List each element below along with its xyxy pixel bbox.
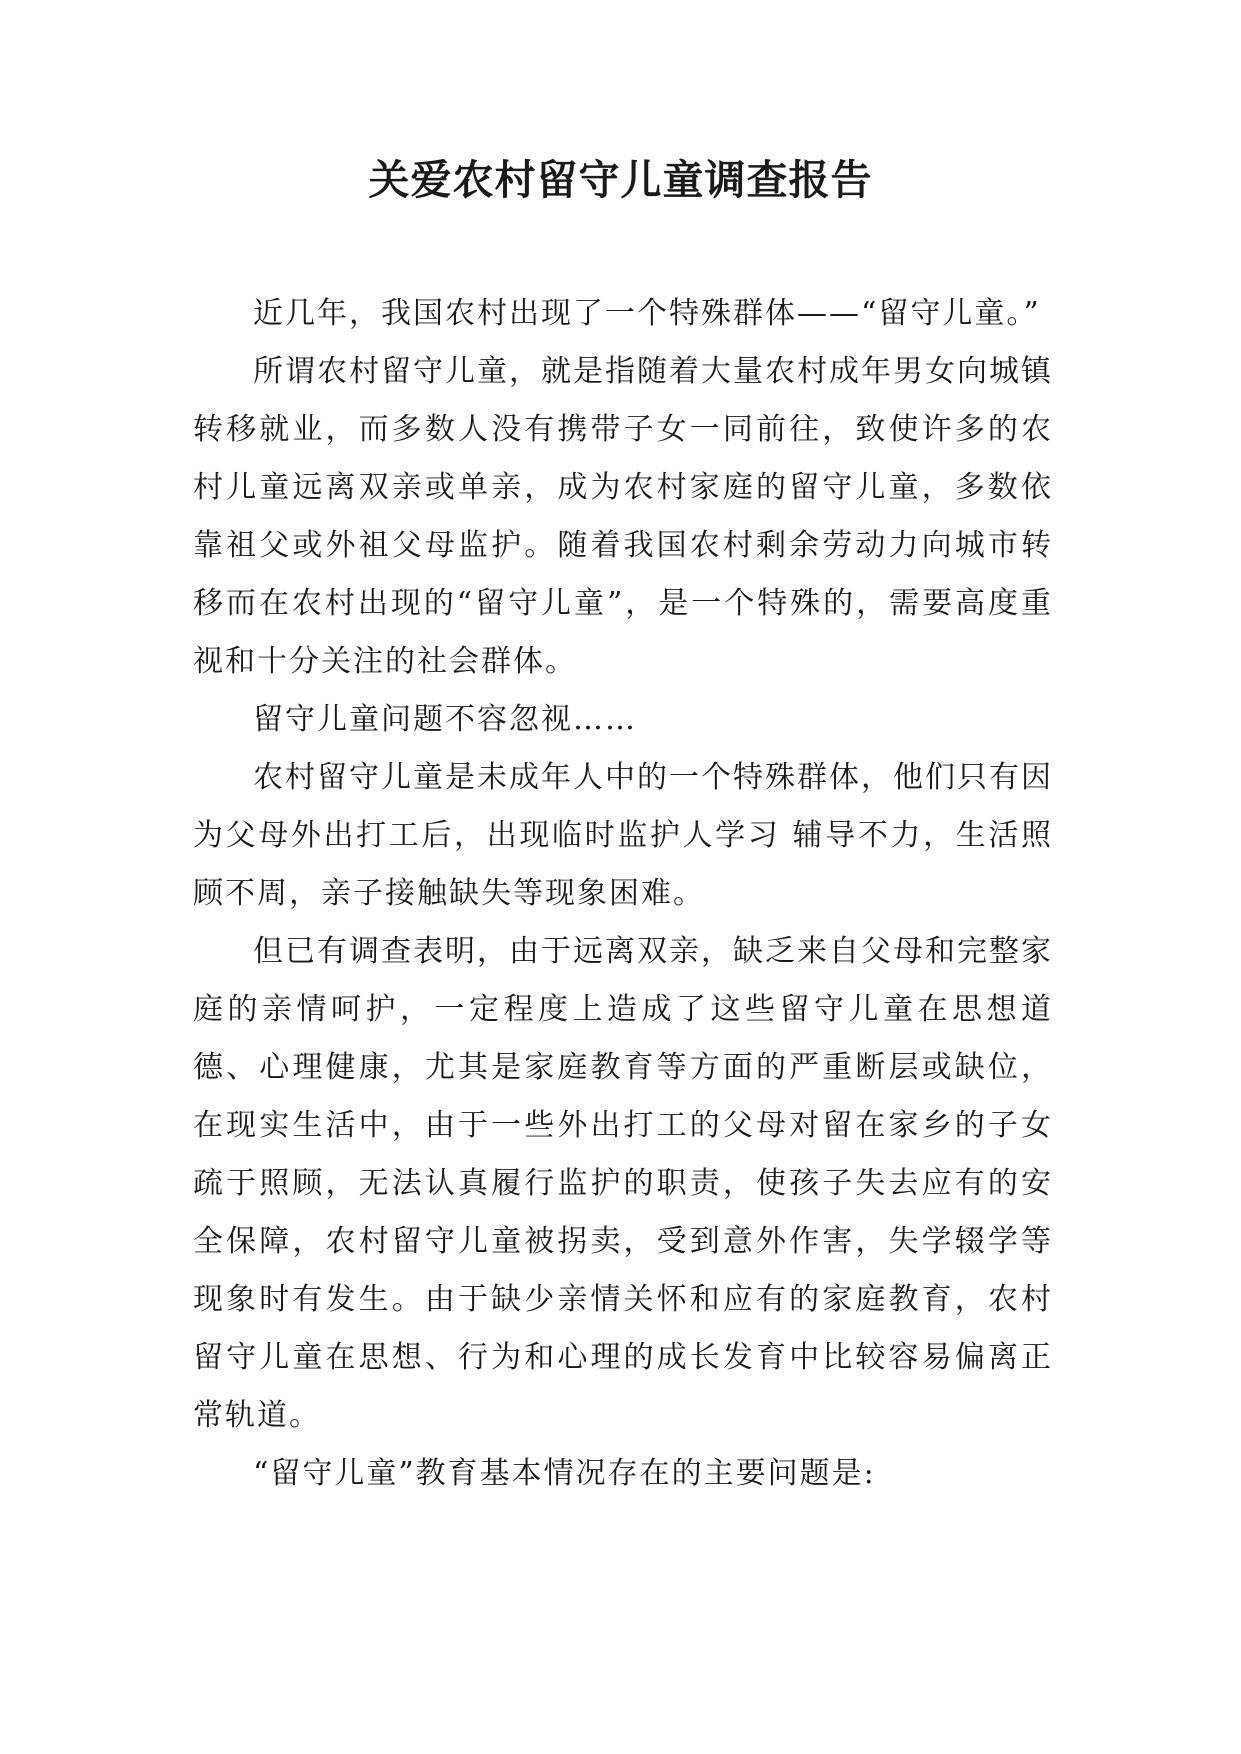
document-body [193,285,1053,1503]
paragraph-survey: 但已有调查表明，由于远离双亲，缺乏来自父母和完整家庭的亲情呵护，一定程度上造成了这些留守儿童在思想道德、心理健康，尤其是家庭教育等方面的严重断层或缺位，在现实生活中，由于一些外出打工的父母对留在家乡的子女疏于照顾，无法认真履行监护的职责，使孩子失去应有的安全保障，农村留守儿童被拐卖，受到意外作害，失学辍学等现象时有发生。由于缺少亲情关怀和应有的家庭教育，农村留守儿童在思想、行为和心理的成长发育中比较容易偏离正常轨道。 [193,934,1053,1433]
paragraph-intro: 近几年，我国农村出现了一个特殊群体——“留守儿童。” [253,296,1041,331]
paragraph-main-issues: “留守儿童”教育基本情况存在的主要问题是: [253,1456,876,1491]
document-title: 关爱农村留守儿童调查报告 [368,156,873,204]
paragraph-definition: 所谓农村留守儿童，就是指随着大量农村成年男女向城镇转移就业，而多数人没有携带子女一同前往，致使许多的农村儿童远离双亲或单亲，成为农村家庭的留守儿童，多数依靠祖父或外祖父母监护。随着我国农村剩余劳动力向城市转移而在农村出现的“留守儿童”，是一个特殊的，需要高度重视和十分关注的社会群体。 [193,354,1053,679]
paragraph-heading: 留守儿童问题不容忽视…… [253,702,637,737]
paragraph-problems: 农村留守儿童是未成年人中的一个特殊群体，他们只有因为父母外出打工后，出现临时监护人学习 辅导不力，生活照顾不周，亲子接触缺失等现象困难。 [193,760,1053,911]
